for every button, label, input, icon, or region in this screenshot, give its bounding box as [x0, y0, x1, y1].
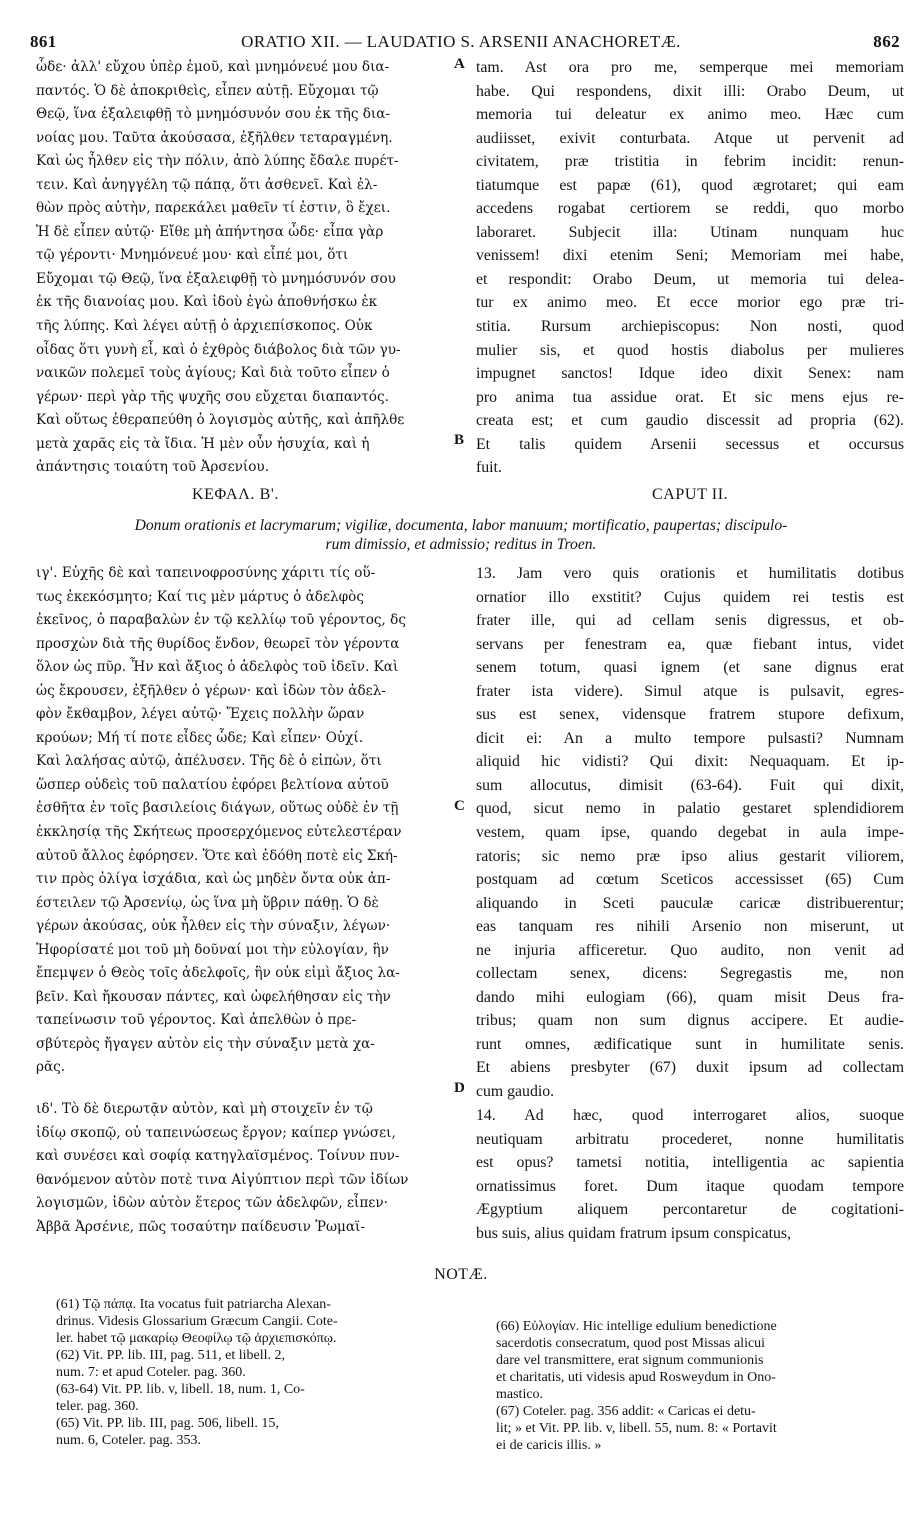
latin-text-line: civitatem, præ tristitia in febrim incidit: renun-	[476, 153, 904, 171]
latin-text-line: 13. Jam vero quis orationis et humilitatis dotibus	[476, 565, 904, 582]
greek-text-line: Θεῷ, ἵνα ἐξαλειφθῇ τὸ μνημόσυνόν σου ἐκ τῆς δια-	[36, 106, 391, 123]
greek-text-line: μετὰ χαρᾶς εἰς τὰ ἴδια. Ἡ μὲν οὖν ἡσυχία, καὶ ἡ	[36, 435, 370, 452]
page-number-left: 861	[30, 32, 57, 51]
greek-text-line: θανόμενον αὐτὸν ποτὲ τινα Αἰγύπτιον περὶ τῶν ἰδίων	[36, 1171, 409, 1188]
latin-text-line: mulier sis, et quod hostis diabolus per mulieres	[476, 341, 904, 359]
latin-text-line: laboraret. Subjecit illa: Utinam nunquam huc	[476, 223, 904, 241]
greek-text-line: ταπείνωσιν τοῦ γέροντος. Καὶ ἀπελθὼν ὁ πρε-	[36, 1012, 357, 1029]
latin-text-line: tribus; quam non sum dignus accipere. Et audie-	[476, 1012, 904, 1030]
greek-text-line: Καὶ λαλήσας αὐτῷ, ἀπέλυσεν. Τῆς δὲ ὁ εἰπὼν, ὅτι	[36, 753, 382, 770]
greek-text-line: ὧδε· ἀλλ' εὔχου ὑπὲρ ἐμοῦ, καὶ μνημόνευέ μου δια-	[36, 59, 390, 75]
greek-text-line: έστειλεν τῷ Ἀρσενίῳ, ὡς ἵνα μὴ ὕβριν πάθῃ. Ὁ δὲ	[36, 894, 379, 911]
chapter-heading-greek: ΚΕΦΑΛ. Β'.	[192, 486, 279, 503]
notes-left-column	[56, 1296, 466, 1449]
latin-text-line: ornatissimus foret. Dum itaque quodam tempore	[476, 1177, 904, 1195]
note-line: ler. habet τῷ μακαρίῳ Θεοφίλῳ τῷ ἀρχιεπισκόπῳ.	[56, 1331, 337, 1346]
greek-paragraph-13	[36, 562, 458, 1080]
greek-text-line: γέρων ἀκούσας, οὐκ ἦλθεν εἰς τὴν σύναξιν, λέγων·	[36, 918, 391, 935]
greek-text-line: Καὶ ὡς ἦλθεν εἰς τὴν πόλιν, ἀπὸ λύπης ἔδαλε πυρέτ-	[36, 153, 399, 170]
greek-text-line: Ἡ δὲ εἶπεν αὐτῷ· Εἴθε μὴ ἀπήντησα ὧδε· εἶπα γὰρ	[36, 223, 384, 240]
note-line: dare vel transmittere, erat signum communionis	[496, 1353, 764, 1368]
greek-text-line: ἐκεῖνος, ὁ παραβαλὼν ἐν τῷ κελλίῳ τοῦ γέροντος, δς	[36, 612, 406, 629]
latin-text-line: tam. Ast ora pro me, semperque mei memoriam	[476, 59, 904, 76]
greek-text-line: ἰδίῳ σκοπῷ, οὐ ταπεινώσεως ἔργον; καίπερ γνώσει,	[36, 1124, 396, 1141]
greek-text-line: Εὔχομαι τῷ Θεῷ, ἵνα ἐξαλειφθῇ τὸ μνημόσυνόν σου	[36, 270, 396, 287]
latin-text-line: creata est; et cum gaudio discessit ad propria (62).	[476, 412, 904, 430]
latin-text-line: sum allocutus, dimisit (63-64). Fuit qui dixit,	[476, 776, 904, 794]
latin-text-line: dicit ei: An a multo tempore pulsasti? Numnam	[476, 729, 904, 747]
latin-text-line: accedens rogabat certiorem se reddi, quo morbo	[476, 200, 904, 218]
latin-text-line: runt omnes, ædificatique sunt in humilitate senis.	[476, 1035, 904, 1053]
greek-text-line: αὐτοῦ ἄλλος ἐφόρησεν. Ὅτε καὶ ἐδόθη ποτὲ εἰς Σκή-	[36, 847, 398, 864]
greek-text-line: τως ἐκεκόσμητο; Καί τις μὲν μάρτυς ὁ ἀδελφὸς	[36, 588, 364, 605]
greek-text-line: βεῖν. Καὶ ἤκουσαν πάντες, καὶ ὠφελήθησαν εἰς τὴν	[36, 988, 391, 1005]
latin-text-line: ornatior illo exstitit? Cujus quidem rei testis est	[476, 588, 904, 606]
note-line: num. 7: et apud Coteler. pag. 360.	[56, 1365, 246, 1380]
chapter-summary	[22, 516, 900, 554]
greek-text-line: ἐκ τῆς διανοίας μου. Καὶ ἰδοὺ ἐγὼ ἀποθνήσκω ἐκ	[36, 294, 378, 311]
greek-text-line: ὡς ἔκρουσεν, ἐξῆλθεν ὁ γέρων· καὶ ἰδὼν τὸν ἀδελ-	[36, 682, 386, 699]
note-line: num. 6, Coteler. pag. 353.	[56, 1433, 202, 1448]
greek-text-line: Καὶ οὕτως ἐθεραπεύθη ὁ λογισμὸς αὐτῆς, καὶ ἀπῆλθε	[36, 412, 405, 429]
latin-text-line: frater ista videre). Simul atque is pulsavit, egres-	[476, 682, 904, 700]
latin-text-line: aliquando in Sceti pauculæ caricæ distribuerentur;	[476, 894, 904, 912]
latin-column-section1	[476, 56, 904, 480]
latin-text-line: et respondit: Orabo Deum, ut memoria tui delea-	[476, 270, 904, 288]
summary-line: Donum orationis et lacrymarum; vigiliæ, documenta, labor manuum; mortificatio, paupertas; discipulo-	[134, 517, 788, 534]
greek-text-line: φὸν ἔκθαμβον, λέγει αὐτῷ· Ἔχεις πολλὴν ὥραν	[36, 706, 365, 723]
latin-text-line: habe. Qui respondens, dixit illi: Orabo Deum, ut	[476, 82, 904, 100]
greek-text-line: ἔπεμψεν ὁ Θεὸς τοῖς ἀδελφοῖς, ἣν οὐκ εἰμὶ ἄξιος λα-	[36, 965, 400, 982]
latin-text-line: aliquid hic vidisti? Qui dixit: Nequaquam. Et ip-	[476, 753, 904, 771]
greek-text-line: καὶ συνέσει καὶ σοφίᾳ κατηγλαϊσμένος. Τοίνυν πυν-	[36, 1148, 400, 1165]
latin-text-line: est opus? tametsi notitia, intelligentia ac sapientia	[476, 1154, 904, 1172]
note-line: ei de caricis illis. »	[496, 1438, 602, 1453]
greek-text-line: ἐκκλησίᾳ τῆς Σκήτεως προσερχόμενος εὐτελεστέραν	[36, 824, 402, 841]
page	[22, 30, 904, 1536]
greek-text-line: ἀπάντησις τοιαύτη τοῦ Ἀρσενίου.	[36, 459, 270, 476]
note-line: (61) Τῷ πάπᾳ. Ita vocatus fuit patriarcha Alexan-	[56, 1297, 331, 1312]
latin-text-line: ratoris; sic nemo præ ipso alius gestarit viliorem,	[476, 847, 904, 865]
note-line: (63-64) Vit. PP. lib. v, libell. 18, num. 1, Co-	[56, 1382, 305, 1397]
latin-text-line: Ægyptium aliquem percontaretur de cogitationi-	[476, 1201, 904, 1219]
latin-text-line: vestem, quam ipse, quando degebat in aula impe-	[476, 824, 904, 842]
latin-text-line: pro anima tua assidue orat. Et sic mens ejus re-	[476, 388, 904, 406]
greek-text-line: παντός. Ὁ δὲ ἀποκριθεὶς, εἶπεν αὐτῇ. Εὔχομαι τῷ	[36, 82, 379, 99]
greek-text-line: ιδ'. Τὸ δὲ διερωτᾷν αὐτὸν, καὶ μὴ στοιχεῖν ἐν τῷ	[36, 1101, 373, 1117]
latin-text-line: neutiquam arbitratu procederet, nonne humilitatis	[476, 1130, 904, 1148]
latin-text-line: senem totum, quasi ignem (et sane dignus erat	[476, 659, 904, 677]
note-line: mastico.	[496, 1387, 544, 1402]
latin-text-line: memoria tui deleatur ex animo meo. Hæc cum	[476, 106, 904, 124]
note-line: teler. pag. 360.	[56, 1399, 139, 1414]
latin-text-line: 14. Ad hæc, quod interrogaret alios, suoque	[476, 1107, 904, 1124]
greek-text-line: οἶδας ὅτι γυνὴ εἶ, καὶ ὁ ἐχθρὸς διάβολος διὰ τῶν γυ-	[36, 341, 401, 358]
latin-text-line: frater ille, qui ad cellam senis digressus, et ob-	[476, 612, 904, 630]
latin-text-line: sus est senex, vidensque fratrem stupore defixum,	[476, 706, 904, 724]
greek-paragraph-14	[36, 1098, 458, 1239]
margin-marker-c: C	[454, 798, 465, 814]
greek-text-line: κρούων; Μή τί ποτε εἶδες ὧδε; Καὶ εἶπεν· Οὐχί.	[36, 729, 364, 746]
note-line: lit; » et Vit. PP. lib. v, libell. 55, num. 8: « Portavit	[496, 1421, 777, 1436]
latin-text-line: postquam ad cœtum Sceticos accessisset (65) Cum	[476, 871, 904, 889]
latin-text-line: audiisset, exivit conturbata. Atque ut pervenit ad	[476, 129, 904, 147]
greek-text-line: γέρων· περὶ γὰρ τῆς ψυχῆς σου εὔχεται διαπαντός.	[36, 388, 389, 405]
margin-marker-b: B	[454, 432, 465, 448]
latin-text-line: Et abiens presbyter (67) duxit ipsum ad collectam	[476, 1059, 904, 1077]
greek-text-line: λογισμῶν, ἰδὼν αὐτὸν ἕτερος τῶν ἀδελφῶν, εἶπεν·	[36, 1195, 388, 1212]
greek-text-line: ιγ'. Εὐχῆς δὲ καὶ ταπεινοφροσύνης χάριτι τίς οὕ-	[36, 565, 376, 581]
notes-title: NOTÆ.	[434, 1266, 488, 1283]
chapter-heading-latin: CAPUT II.	[652, 486, 729, 503]
latin-text-line: collectam senex, dicens: Segregastis me, non	[476, 965, 904, 983]
note-line: (66) Εὐλογίαν. Hic intellige edulium benedictione	[496, 1319, 777, 1334]
note-line: (67) Coteler. pag. 356 addit: « Caricas ei detu-	[496, 1404, 756, 1419]
greek-text-line: τιν πρὸς ὀλίγα ἰσχάδια, καὶ ὡς μηδὲν ὄντα οὐκ ἀπ-	[36, 871, 391, 888]
latin-text-line: fuit.	[476, 459, 502, 477]
latin-text-line: venissem! dixi etenim Seni; Memoriam mei habe,	[476, 247, 904, 265]
greek-text-line: τῆς λύπης. Καὶ λέγει αὐτῇ ὁ ἀρχιεπίσκοπος. Οὐκ	[36, 318, 373, 335]
running-title: ORATIO XII. — LAUDATIO S. ARSENII ANACHORETÆ.	[241, 32, 681, 51]
margin-marker-a: A	[454, 56, 465, 72]
greek-text-line: ναικῶν πολεμεῖ τοὺς ἁγίους; Καὶ διὰ τοῦτο εἶπεν ὁ	[36, 365, 390, 382]
greek-text-line: Ἠφορίσατέ μοι τοῦ μὴ δοῦναί μοι τὴν εὐλογίαν, ἣν	[36, 941, 389, 958]
greek-text-line: τειν. Καὶ ἀνηγγέλη τῷ πάπᾳ, ὅτι ἀσθενεῖ. Καὶ ἐλ-	[36, 176, 378, 193]
latin-text-line: tiatumque est papæ (61), quod ægrotaret; qui eam	[476, 176, 904, 194]
latin-paragraph-14	[476, 1104, 904, 1245]
latin-text-line: bus suis, alius quidam fratrum ipsum conspicatus,	[476, 1224, 792, 1242]
latin-text-line: servans per fenestram ea, quæ fiebant intus, videt	[476, 635, 904, 653]
running-header	[22, 30, 900, 56]
latin-text-line: impugnet sanctos! Idque ideo dixit Senex: nam	[476, 365, 904, 383]
latin-text-line: quod, sicut nemo in palatio gestaret splendidiorem	[476, 800, 904, 818]
note-line: drinus. Videsis Glossarium Græcum Cangii. Cote-	[56, 1314, 338, 1329]
latin-text-line: eas tanquam res nihili Arsenio non miserunt, ut	[476, 918, 904, 936]
notes-right-column	[496, 1318, 900, 1454]
greek-text-line: Ἀββᾶ Ἀρσένιε, πῶς τοσαύτην παίδευσιν Ῥωμαϊ-	[36, 1218, 365, 1235]
page-number-right: 862	[873, 32, 900, 51]
note-line: (65) Vit. PP. lib. III, pag. 506, libell. 15,	[56, 1416, 279, 1431]
latin-text-line: tur ex animo meo. Et ecce morior ego præ tri-	[476, 294, 904, 312]
greek-column-section1	[36, 56, 458, 480]
latin-paragraph-13	[476, 562, 904, 1104]
note-line: (62) Vit. PP. lib. III, pag. 511, et libell. 2,	[56, 1348, 285, 1363]
greek-text-line: σβύτερὸς ἤγαγεν αὐτὸν εἰς τὴν σύναξιν μετὰ χα-	[36, 1035, 375, 1052]
greek-text-line: ἐσθῆτα ἐν τοῖς βασιλείοις διάγων, οὕτως οὐδὲ ἐν τῇ	[36, 800, 399, 817]
greek-text-line: ὅλον ὡς πῦρ. Ἦν καὶ ἄξιος ὁ ἀδελφὸς τοῦ ἰδεῖν. Καὶ	[36, 659, 399, 676]
latin-text-line: cum gaudio.	[476, 1083, 555, 1101]
note-line: sacerdotis consecratum, quod post Missas alicui	[496, 1336, 766, 1351]
greek-text-line: ὥσπερ οὐδεὶς τοῦ παλατίου ἐφόρει βελτίονα αὐτοῦ	[36, 776, 389, 793]
latin-text-line: ne injuria afficeretur. Quo audito, non venit ad	[476, 941, 904, 959]
latin-text-line: dando mihi eulogiam (66), quam misit Deus fra-	[476, 988, 904, 1006]
greek-text-line: θὼν πρὸς αὐτὴν, παρεκάλει μαθεῖν τί ἐστιν, ὃ ἔχει.	[36, 200, 391, 217]
greek-text-line: τῷ γέροντι· Μνημόνευέ μου· καὶ εἶπέ μοι, ὅτι	[36, 247, 349, 264]
latin-text-line: stitia. Rursum archiepiscopus: Non nosti, quod	[476, 318, 904, 336]
margin-marker-d: D	[454, 1080, 465, 1096]
greek-text-line: προσχὼν διὰ τῆς θυρίδος ἔνδον, θεωρεῖ τὸν γέροντα	[36, 635, 400, 652]
note-line: et charitatis, uti videsis apud Rosweydum in Ono-	[496, 1370, 776, 1385]
greek-text-line: ρᾶς.	[36, 1059, 66, 1076]
greek-text-line: νοίας μου. Ταῦτα ἀκούσασα, ἐξῆλθεν τεταραγμένη.	[36, 129, 393, 146]
summary-line: rum dimissio, et admissio; reditus in Troen.	[325, 536, 597, 553]
latin-text-line: Et talis quidem Arsenii secessus et occursus	[476, 435, 904, 453]
